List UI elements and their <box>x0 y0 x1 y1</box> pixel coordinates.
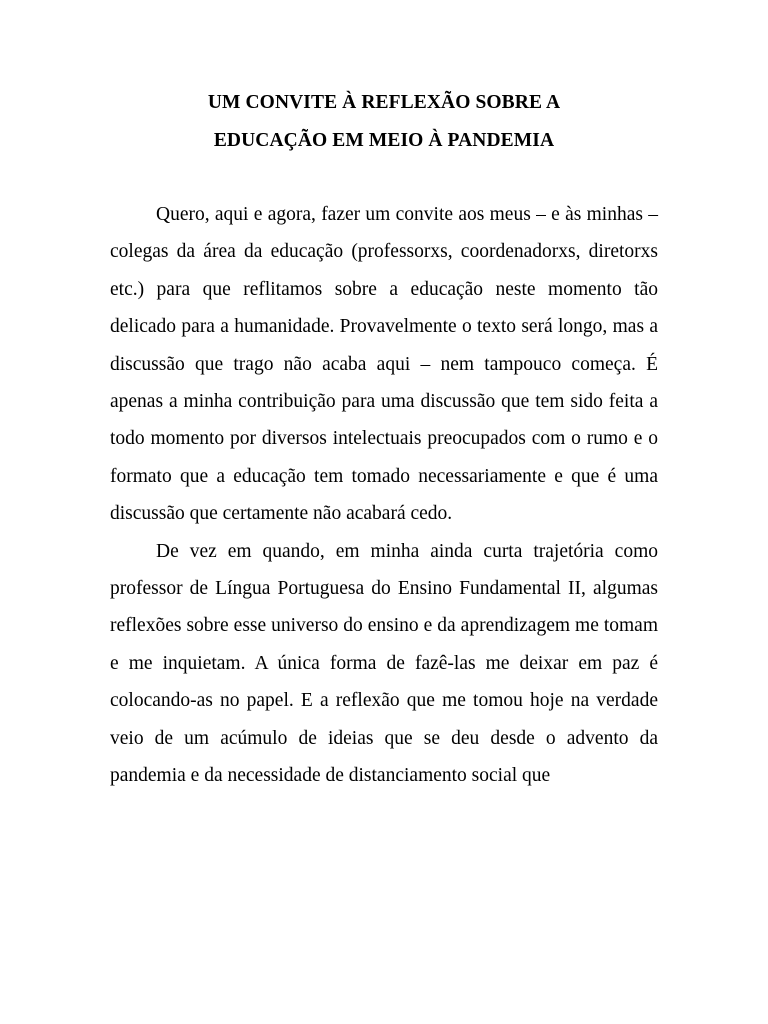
title-line-1: UM CONVITE À REFLEXÃO SOBRE A <box>207 92 561 113</box>
document-title <box>0 84 768 160</box>
paragraph-2: De vez em quando, em minha ainda curta trajetória como professor de Língua Portuguesa do Ensino Fundamental II, algumas reflexões sobre esse universo do ensino e da aprendizagem me tomam e me inquietam. A única forma de fazê-las me deixar em paz é colocando-as no papel. E a reflexão que me tomou hoje na verdade veio de um acúmulo de ideias que se deu desde o advento da pandemia e da necessidade de distanciamento social que <box>110 540 658 787</box>
document-body <box>110 196 658 795</box>
title-line-2: EDUCAÇÃO EM MEIO À PANDEMIA <box>213 130 555 151</box>
paragraph-1: Quero, aqui e agora, fazer um convite aos meus – e às minhas – colegas da área da educação (professorxs, coordenadorxs, diretorxs etc.) para que reflitamos sobre a educação neste momento tão delicado para a humanidade. Provavelmente o texto será longo, mas a discussão que trago não acaba aqui – nem tampouco começa. É apenas a minha contribuição para uma discussão que tem sido feita a todo momento por diversos intelectuais preocupados com o rumo e o formato que a educação tem tomado necessariamente e que é uma discussão que certamente não acabará cedo. <box>110 204 658 525</box>
